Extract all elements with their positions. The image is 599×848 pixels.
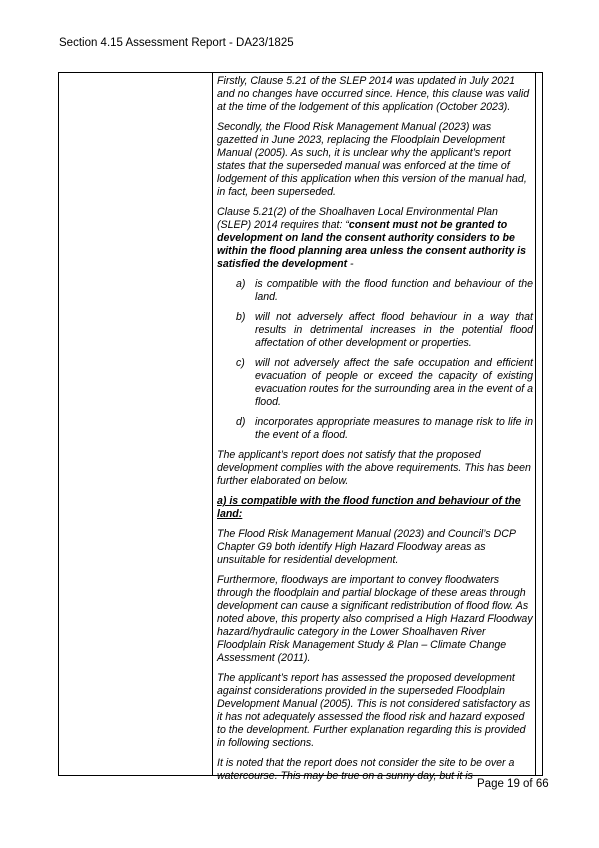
- paragraph-manual: The Flood Risk Management Manual (2023) and Council’s DCP Chapter G9 both identify High Hazard Floodway areas as unsuitable for residential development.: [217, 528, 516, 566]
- clause-end: -: [347, 258, 354, 270]
- document-header: Section 4.15 Assessment Report - DA23/1825: [59, 37, 294, 49]
- list-item: [217, 357, 533, 409]
- list-marker: c): [236, 357, 245, 369]
- list-item: [217, 311, 533, 350]
- list-item: [217, 278, 533, 304]
- clause-intro: Clause 5.21(2) of the Shoalhaven Local Environmental Plan (SLEP) 2014 requires that: “: [217, 206, 498, 231]
- column-divider-left: [212, 73, 213, 775]
- section-heading: a) is compatible with the flood function and behaviour of the land:: [217, 495, 521, 520]
- clause-quote: consent must not be granted to development on land the consent authority considers to be within the flood planning area unless the consent authority is satisfied the development: [217, 219, 527, 270]
- paragraph-firstly: Firstly, Clause 5.21 of the SLEP 2014 was updated in July 2021 and no changes have occurred since. Hence, this clause was valid at the time of the lodgement of this application (October 2023).: [217, 75, 530, 113]
- list-text: will not adversely affect flood behaviour in a way that results in detrimental increases in the potential flood affectation of other development or properties.: [255, 311, 533, 349]
- list-marker: b): [236, 311, 246, 323]
- paragraph-secondly: Secondly, the Flood Risk Management Manual (2023) was gazetted in June 2023, replacing the Floodplain Development Manual (2005). As such, it is unclear why the applicant’s report states that the superseded manual was enforced at the time of lodgement of this application when this version of the manual had, in fact, been superseded.: [217, 121, 527, 198]
- list-text: incorporates appropriate measures to manage risk to life in the event of a flood.: [255, 416, 533, 441]
- table-cell-content: [217, 75, 533, 790]
- list-text: is compatible with the flood function and behaviour of the land.: [255, 278, 533, 303]
- paragraph-floodways: Furthermore, floodways are important to convey floodwaters through the floodplain and partial blockage of these areas through development can cause a significant redistribution of flood flow. As noted above, this property also comprised a High Hazard Floodway hazard/hydraulic category in the Lower Shoalhaven River Floodplain Risk Management Study & Plan – Climate Change Assessment (2011).: [217, 574, 533, 664]
- requirements-list: [217, 278, 533, 442]
- paragraph-not-satisfied: The applicant’s report does not satisfy that the proposed development complies with the above requirements. This has been further elaborated on below.: [217, 449, 531, 487]
- list-item: [217, 416, 533, 442]
- page-number: Page 19 of 66: [477, 778, 549, 790]
- paragraph-watercourse: It is noted that the report does not consider the site to be over a watercourse. This may be true on a sunny day, but it is: [217, 757, 515, 782]
- list-marker: d): [236, 416, 246, 428]
- list-marker: a): [236, 278, 246, 290]
- paragraph-applicant-report: The applicant’s report has assessed the proposed development against considerations provided in the superseded Floodplain Development Manual (2005). This is not considered satisfactory as it has not adequately assessed the flood risk and hazard exposed to the development. Further explanation regarding this is provided in following sections.: [217, 672, 531, 749]
- column-divider-right: [535, 73, 536, 775]
- list-text: will not adversely affect the safe occupation and efficient evacuation of people or exceed the capacity of existing evacuation routes for the surrounding area in the event of a flood.: [255, 357, 533, 408]
- paragraph-clause-5-21: [217, 206, 533, 271]
